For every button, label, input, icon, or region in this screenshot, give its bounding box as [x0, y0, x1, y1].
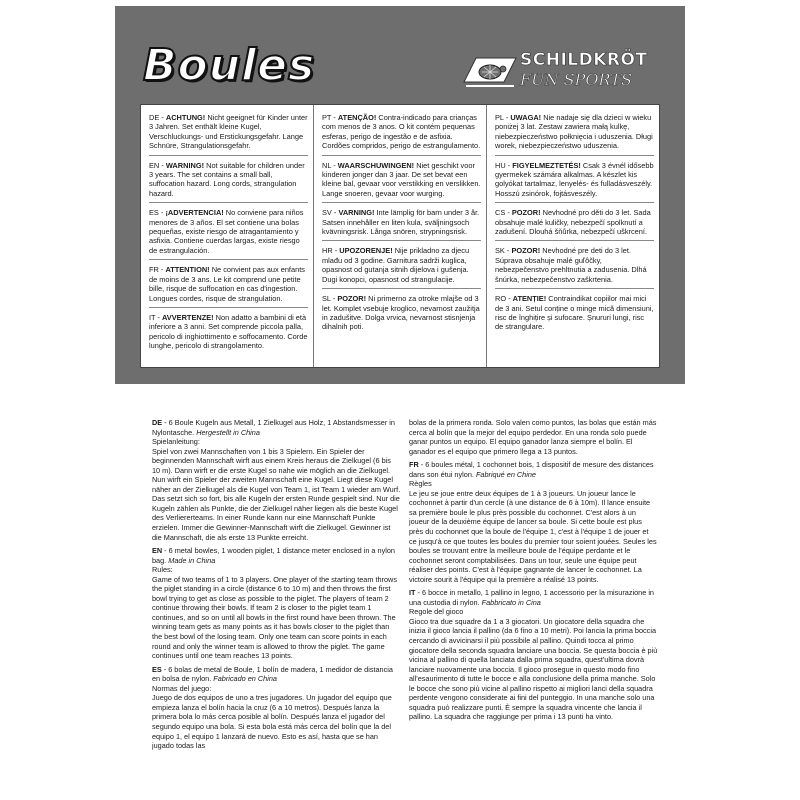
warning-item: HU - FIGYELMEZTETÉS! Csak 3 évnél idősebb gyermekek számára alkalmas. A készlet kis golyókat tartalmaz, lenyelés- és fulladásveszély. Hosszú zsinórok, fojtásveszély.	[495, 161, 654, 204]
instructions-column	[152, 418, 401, 800]
warning-item: ES - ¡ADVERTENCIA! No conviene para niños menores de 3 años. El set contiene una bolas pequeñas, existe riesgo de atragantamiento y asfixia. Contiene cuerdas largas, existe riesgo de estrangulación.	[149, 208, 308, 260]
instruction-block-es-continued: bolas de la primera ronda. Solo valen como puntos, las bolas que están más cerca al bolín que la mejor del equipo perdedor. En una ronda solo puede ganar puntos un equipo. El equipo ganador lanza siempre el bolín. El ganador es el equipo que primero llega a 13 puntos.	[409, 418, 657, 456]
warning-item: SL - POZOR! Ni primerno za otroke mlajše od 3 let. Komplet vsebuje kroglico, nevarnost zaužitja in zadušitve. Dolga vrvica, nevarnost stisnjenja dihalnih poti.	[322, 294, 480, 332]
warnings-panel	[140, 104, 660, 368]
instruction-block-en: EN - 6 metal bowles, 1 wooden piglet, 1 distance meter enclosed in a nylon bag. Made in China Rules: Game of two teams of 1 to 3 players. One player of the starting team throws the piglet standing in a circle (distance 6 to 10 m) and then throws the first bowl trying to get as close as possible to the piglet. The players of team 2 continue throwing their bowls. If team 2 is closer to the piglet team 1 continues, and so on until all bowls in the first round have been thrown. The winning team gets as many points as it has bowls closer to the piglet than the best bowl of the losing team. Only one team can score points in each round and only the winner team is allowed to throw the piglet. The game continues until one team reaches 13 points.	[152, 546, 397, 661]
warning-item: NL - WAARSCHUWINGEN! Niet geschikt voor kinderen jonger dan 3 jaar. De set bevat een kleine bal, gevaar voor verstikking en verslikken. Lange snoeren, gevaar voor wurging.	[322, 161, 481, 204]
warning-item: RO - ATENȚIE! Contraindikat copiilor mai mici de 3 ani. Setul conține o minge mică dimensiuni, risc de înghițire și sufocare. Șnururi lungi, risc de strangulare.	[495, 294, 654, 332]
product-title: Boules	[143, 40, 316, 91]
brand-name: SCHILDKRÖT	[520, 50, 648, 70]
warnings-column	[487, 105, 659, 367]
warning-item: HR - UPOZORENJE! Nije prikladno za djecu mlađu od 3 godine. Garnitura sadrži kuglica, opasnost od gutanja sitnih dijelova i gušenja. Dugi konopci, opasnost od strangulacije.	[322, 246, 481, 289]
warning-item: PL - UWAGA! Nie nadaje się dla dzieci w wieku poniżej 3 lat. Zestaw zawiera małą kulkę, niebezpieczeństwo połknięcia i uduszenia. Długi worek, niebezpieczeństwo uduszenia.	[495, 113, 654, 156]
warning-item: IT - AVVERTENZE! Non adatto a bambini di età inferiore a 3 anni. Set comprende piccola palla, pericolo di inghiottimento e soffocamento. Corde lunghe, pericolo di strangolamento.	[149, 312, 308, 351]
turtle-logo-icon	[462, 52, 518, 92]
brand-subtitle: FUN SPORTS	[520, 70, 632, 89]
warning-item: CS - POZOR! Nevhodné pro děti do 3 let. Sada obsahuje malé kuličky, nebezpečí spolknutí a zadušení. Dlouhá šňůrka, nebezpečí uškrcení.	[495, 208, 654, 241]
brand-logo	[462, 48, 662, 98]
warning-item: SV - VARNING! Inte lämplig för barn under 3 år. Satsen innehåller en liten kula, sväljningsoch kvävningsrisk. Långa snören, strypningsrisk.	[322, 208, 481, 241]
warning-item: FR - ATTENTION! Ne convient pas aux enfants de moins de 3 ans. Le kit comprend une petite bille, risque de suffocation en cas d'ingestion. Longues cordes, risque de strangulation.	[149, 265, 308, 308]
warnings-column	[314, 105, 487, 367]
instructions-section	[152, 418, 658, 800]
instruction-block-de: DE - 6 Boule Kugeln aus Metall, 1 Zielkugel aus Holz, 1 Abstandsmesser in Nylontasche. Hergestellt in China Spielanleitung: Spiel von zwei Mannschaften von 1 bis 3 Spielern. Ein Spieler der beginnenden Mannschaft wirft aus einem Kreis heraus die Zielkugel (6 bis 10 m). Dann wirft er die erste Kugel so nahe wie möglich an die Zielkugel. Nun wirft ein Spieler der zweiten Mannschaft eine Kugel. Liegt diese Kugel näher an der Zielkugel als die Kugel von Team 1, ist Team 1 wieder am Wurf. Das setzt sich so fort, bis alle Kugeln der ersten Runde gespielt sind. Nur die Kugeln zählen als Punkte, die der Zielkugel näher liegen als die beste Kugel des Verliererteams. In einer Runde kann nur eine Mannschaft Punkte erzielen. Immer die Gewinner-Mannschaft wirft die Zielkugel. Gewinner ist die Mannschaft, die als erste 13 Punkte erreicht.	[152, 418, 401, 542]
warning-item: DE - ACHTUNG! Nicht geeignet für Kinder unter 3 Jahren. Set enthält kleine Kugel, Verschluckungs- und Erstickungsgefahr. Lange Schnüre, Strangulationsgefahr.	[149, 113, 308, 156]
instruction-block-it: IT - 6 bocce in metallo, 1 pallino in legno, 1 accessorio per la misurazione in una custodia di nylon. Fabbricato in Cina Regole del gioco Gioco tra due squadre da 1 a 3 giocatori. Un giocatore della squadra che inizia il gioco lancia il pallino (da 6 fino a 10 metri). Poi lancia la prima boccia cercando di avvicinarsi il più possibile al pallino. Quindi tocca al primo giocatore della seconda squadra lanciare una boccia. Se questa boccia è più vicina al pallino di quella lanciata dalla prima squadra, quest'ultima dovrà lanciare nuovamente una boccia. Il gioco prosegue in questo modo fino all'esaurimento di tutte le bocce e alla conclusione della prima manche. Solo le bocce che sono più vicine al pallino rispetto ai migliori lanci della squadra perdente vengono considerate ai fini del punteggio. In una manche solo una squadra può realizzare punti. È sempre la squadra vincente che lancia il pallino. La squadra che raggiunge per prima i 13 punti ha vinto.	[409, 588, 658, 722]
warning-item: SK - POZOR! Nevhodné pre deti do 3 let. Súprava obsahuje malé guľôčky, nebezpečenstvo prehltnutia a zadusenia. Dlhá šnúrka, nebezpečenstvo zaškrtenia.	[495, 246, 654, 289]
warning-item: PT - ATENÇÃO! Contra-indicado para crianças com menos de 3 anos. O kit contém pequenas esferas, perigo de ingestão e de asfixia. Cordões compridos, perigo de estrangulamento.	[322, 113, 481, 156]
warnings-column	[141, 105, 314, 367]
instruction-block-es: ES - 6 bolas de metal de Boule, 1 bolín de madera, 1 medidor de distancia en bolsa de nylon. Fabricado en China Normas del juego: Juego de dos equipos de uno a tres jugadores. Un jugador del equipo que empieza lanza el bolín hacia la cruz (6 a 10 metros). Después lanza la primera bola lo más cerca posible al bolín. Después lanza el jugador del segundo equipo una bola. Si esta bola está más cerca del bolín que la del equipo 1, el equipo 1 lanzará de nuevo. Esto es así, hasta que se han jugado todas las	[152, 664, 393, 751]
instructions-column	[409, 418, 658, 800]
warning-item: EN - WARNING! Not suitable for children under 3 years. The set contains a small ball, suffocation hazard. Long cords, strangulation hazard.	[149, 161, 308, 204]
instruction-block-fr: FR - 6 boules métal, 1 cochonnet bois, 1 dispositif de mesure des distances dans son étui nylon. Fabriqué en Chine Règles Le jeu se joue entre deux équipes de 1 à 3 joueurs. Un joueur lance le cochonnet à partir d'un cercle (à une distance de 6 à 10m). Il lance ensuite sa première boule le plus près possible du cochonnet. C'est alors à un joueur de la deuxième équipe de lancer sa boule. Si cette boule est plus près du cochonnet que la boule de l'équipe 1, c'est à l'équipe 1 de jouer et ce jusqu'à ce que toutes les boules du premier tour soient jouées. Seules les boules se trouvant entre la meilleure boule de l'équipe perdante et le cochonnet seront comptabilisées. Dans un tour, seule une équipe peut réaliser des points. C'est à l'équipe gagnante de lancer le cochonnet. La victoire sourit à l'équipe qui la première a réalisé 13 points.	[409, 460, 657, 584]
